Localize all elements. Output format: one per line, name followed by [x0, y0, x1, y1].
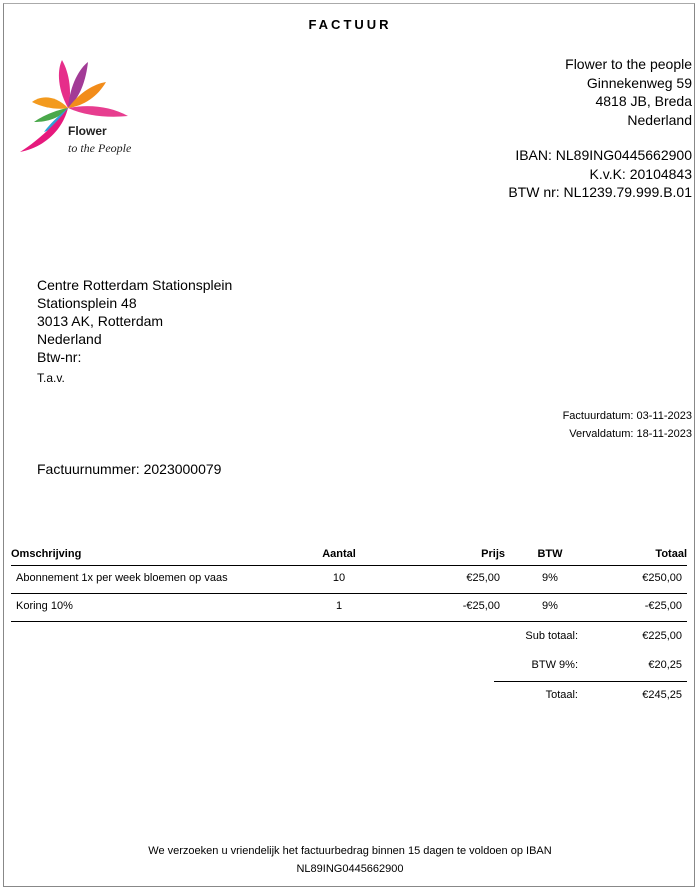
total-value: €245,25 — [642, 689, 682, 701]
subtotal-label: Sub totaal: — [525, 630, 578, 642]
table-row — [11, 594, 687, 622]
header-quantity: Aantal — [286, 545, 392, 566]
payment-note-line2: NL89ING0445662900 — [296, 863, 404, 875]
header-vat: BTW — [505, 545, 595, 566]
total-label: Totaal: — [545, 689, 578, 701]
cell-total: €250,00 — [595, 566, 687, 594]
cell-price: €25,00 — [392, 566, 505, 594]
total-row — [494, 682, 687, 712]
sender-postal-city: 4818 JB, Breda — [595, 93, 692, 109]
cell-price: -€25,00 — [392, 594, 505, 622]
vat-value: €20,25 — [648, 659, 682, 671]
sender-country: Nederland — [627, 111, 692, 128]
subtotal-row — [494, 623, 687, 652]
header-total: Totaal — [595, 545, 687, 566]
invoice-dates — [563, 407, 692, 443]
cell-description: Koring 10% — [11, 594, 286, 622]
sender-iban: IBAN: NL89ING0445662900 — [515, 147, 692, 163]
cell-total: -€25,00 — [595, 594, 687, 622]
invoice-date: Factuurdatum: 03-11-2023 — [562, 410, 692, 422]
document-title: FACTUUR — [308, 17, 392, 32]
cell-vat: 9% — [505, 566, 595, 594]
totals-table — [494, 623, 687, 711]
sender-bank-details — [508, 146, 692, 202]
cell-description: Abonnement 1x per week bloemen op vaas — [11, 566, 286, 594]
recipient-name: Centre Rotterdam Stationsplein — [37, 277, 233, 293]
recipient-tav: T.a.v. — [37, 371, 65, 385]
sender-street: Ginnekenweg 59 — [586, 74, 692, 91]
vat-row — [494, 652, 687, 682]
recipient-street: Stationsplein 48 — [37, 295, 137, 311]
recipient-address — [37, 276, 232, 387]
sender-kvk: K.v.K: 20104843 — [589, 165, 692, 182]
logo-text-flower: Flower — [68, 124, 107, 138]
subtotal-value: €225,00 — [642, 630, 682, 642]
cell-quantity: 1 — [286, 594, 392, 622]
vat-label: BTW 9%: — [531, 659, 578, 671]
header-price: Prijs — [392, 545, 505, 566]
due-date: Vervaldatum: 18-11-2023 — [569, 428, 692, 440]
line-items-table — [11, 545, 687, 622]
payment-note — [0, 842, 700, 878]
header-description: Omschrijving — [11, 545, 286, 566]
table-header-row — [11, 545, 687, 566]
sender-btw: BTW nr: NL1239.79.999.B.01 — [508, 184, 692, 200]
table-row — [11, 566, 687, 594]
cell-vat: 9% — [505, 594, 595, 622]
payment-note-line1: We verzoeken u vriendelijk het factuurbedrag binnen 15 dagen te voldoen op IBAN — [148, 845, 552, 857]
invoice-number: Factuurnummer: 2023000079 — [37, 461, 222, 477]
recipient-btw: Btw-nr: — [37, 349, 82, 365]
sender-address — [565, 55, 692, 129]
recipient-country: Nederland — [37, 331, 102, 347]
sender-name: Flower to the people — [565, 56, 692, 72]
cell-quantity: 10 — [286, 566, 392, 594]
recipient-postal-city: 3013 AK, Rotterdam — [37, 313, 164, 329]
logo-text-tagline: to the People — [68, 141, 132, 155]
